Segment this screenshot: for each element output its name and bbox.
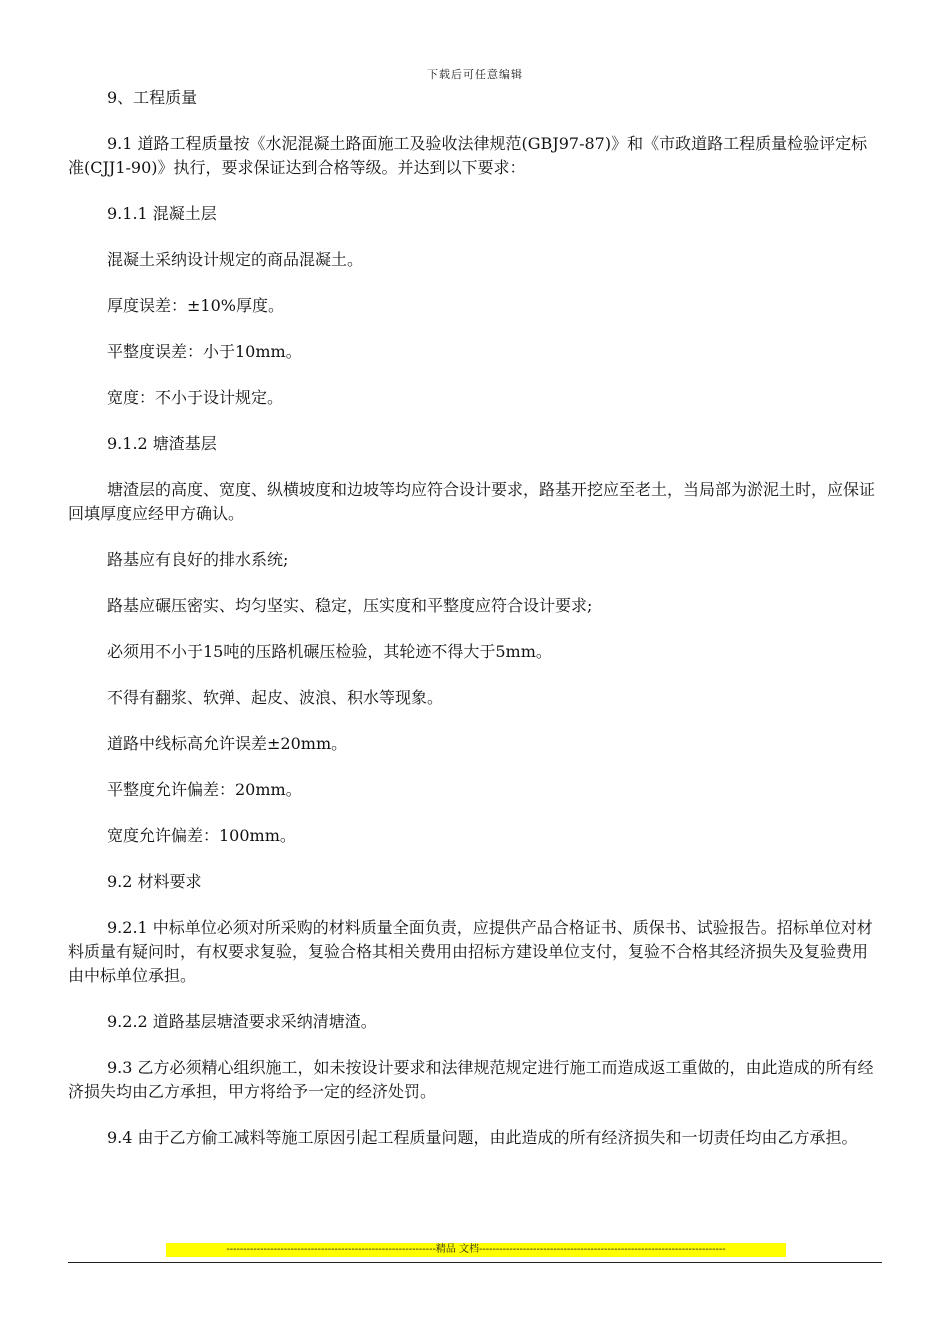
- subsection-heading-9-1-2: 9.1.2 塘渣基层: [107, 434, 217, 453]
- section-heading-9: 9、工程质量: [107, 88, 198, 107]
- paragraph-roller: 必须用不小于15吨的压路机碾压检验，其轮迹不得大于5mm。: [107, 642, 552, 661]
- page-header-note: 下载后可任意编辑: [427, 68, 523, 81]
- subsection-heading-9-1-1: 9.1.1 混凝土层: [107, 204, 217, 223]
- paragraph-flatness-tolerance: 平整度允许偏差：20mm。: [107, 780, 302, 799]
- footer-banner: --------------------------------------------------------------精品 文档-------------------------------------------------------------------------: [166, 1243, 786, 1257]
- paragraph-flatness: 平整度误差：小于10mm。: [107, 342, 302, 361]
- paragraph-9-2-2: 9.2.2 道路基层塘渣要求采纳清塘渣。: [107, 1012, 377, 1031]
- paragraph-concrete: 混凝土采纳设计规定的商品混凝土。: [107, 250, 364, 269]
- paragraph-defects: 不得有翻浆、软弹、起皮、波浪、积水等现象。: [107, 688, 444, 707]
- paragraph-width-tolerance: 宽度允许偏差：100mm。: [107, 826, 296, 845]
- subsection-heading-9-2: 9.2 材料要求: [107, 872, 202, 891]
- paragraph-9-4: 9.4 由于乙方偷工减料等施工原因引起工程质量问题，由此造成的所有经济损失和一切责任均由乙方承担。: [107, 1128, 858, 1147]
- paragraph-base-layer: 塘渣层的高度、宽度、纵横坡度和边坡等均应符合设计要求，路基开挖应至老土，当局部为淤泥土时，应保证回填厚度应经甲方确认。: [68, 480, 876, 523]
- paragraph-thickness: 厚度误差：±10%厚度。: [107, 296, 284, 315]
- paragraph-width: 宽度：不小于设计规定。: [107, 388, 284, 407]
- paragraph-drainage: 路基应有良好的排水系统;: [107, 550, 289, 569]
- paragraph-9-3: 9.3 乙方必须精心组织施工，如未按设计要求和法律规范规定进行施工而造成返工重做的，由此造成的所有经济损失均由乙方承担，甲方将给予一定的经济处罚。: [68, 1058, 874, 1101]
- paragraph-centerline: 道路中线标高允许误差±20mm。: [107, 734, 348, 753]
- paragraph-compaction: 路基应碾压密实、均匀坚实、稳定，压实度和平整度应符合设计要求;: [107, 596, 593, 615]
- paragraph-9-1: 9.1 道路工程质量按《水泥混凝土路面施工及验收法律规范(GBJ97-87)》和《市政道路工程质量检验评定标准(CJJ1-90)》执行，要求保证达到合格等级。并达到以下要求：: [68, 134, 868, 177]
- document-body: [68, 86, 882, 1172]
- footer-divider: [68, 1262, 882, 1263]
- paragraph-9-2-1: 9.2.1 中标单位必须对所采购的材料质量全面负责，应提供产品合格证书、质保书、试验报告。招标单位对材料质量有疑问时，有权要求复验，复验合格其相关费用由招标方建设单位支付，复验不合格其经济损失及复验费用由中标单位承担。: [68, 918, 873, 985]
